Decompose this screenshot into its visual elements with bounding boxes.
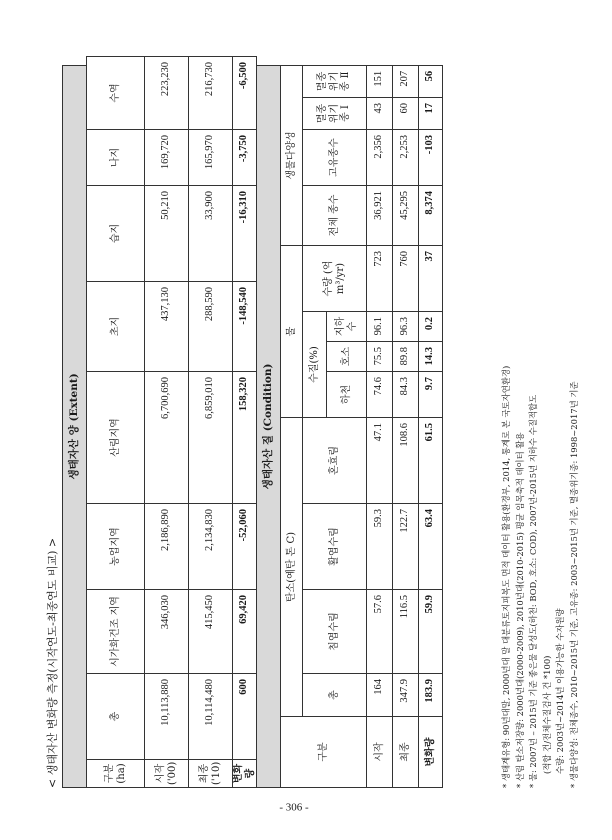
condition-cell: 96.1 — [367, 312, 393, 342]
bio-sub-endemic: 고유종수 — [303, 130, 367, 186]
extent-cell: 169,720 — [145, 130, 189, 186]
condition-row-label: 시작 — [367, 717, 393, 788]
extent-cell: 346,030 — [145, 590, 189, 674]
extent-row-end — [189, 57, 233, 788]
footnote: (적합 건/전체수질검사 건 *100) — [541, 655, 552, 774]
condition-change-cell: 59.9 — [419, 590, 443, 674]
condition-cell: 74.6 — [367, 372, 393, 418]
extent-change-cell: 600 — [233, 674, 257, 760]
extent-header-total: 총 — [87, 674, 145, 760]
condition-cell: 108.6 — [393, 418, 419, 504]
extent-header-urban: 시가화건조 지역 — [87, 590, 145, 674]
footnotes — [500, 48, 581, 788]
water-quality-header: 수질(%) — [303, 312, 327, 418]
extent-change-cell: 158,320 — [233, 372, 257, 504]
condition-cell: 164 — [367, 674, 393, 717]
footnote: 수량: 2003년~2014년 이용가능한 수자원량 — [555, 608, 565, 774]
extent-header-forest: 산림지역 — [87, 372, 145, 504]
water-group-header: 물 — [281, 246, 303, 418]
condition-change-cell: 63.4 — [419, 504, 443, 590]
water-quantity-header: 수량 (억 m³/yr) — [303, 246, 367, 312]
extent-cell: 10,113,880 — [145, 674, 189, 760]
carbon-group-header: 탄소(예탄 톤 C) — [281, 418, 303, 717]
condition-cell: 45,295 — [393, 186, 419, 246]
condition-change-row — [419, 57, 443, 788]
extent-section-title: 생태자산 양 (Extent) — [63, 65, 87, 787]
condition-change-cell: 183.9 — [419, 674, 443, 717]
footnote: * 산림 탄소저장량: 2000년대(2000-2009), 2010년대(2010-2015) 평균 임목축적 데이터 활용 — [514, 432, 525, 788]
condition-cell: 207 — [393, 65, 419, 97]
carbon-sub-mixed: 혼효림 — [303, 418, 367, 504]
carbon-sub-broadleaf: 활엽수림 — [303, 504, 367, 590]
extent-change-row — [233, 57, 257, 788]
extent-cell: 437,130 — [145, 282, 189, 372]
extent-header-unit: 구분 (ha) — [87, 760, 145, 788]
extent-cell: 50,210 — [145, 186, 189, 282]
condition-row-label: 최종 — [393, 717, 419, 788]
extent-change-cell: -52,060 — [233, 504, 257, 590]
table-caption: < 생태자산 변화량 측정(시작연도-최종연도 비교) > — [46, 537, 59, 788]
condition-cell: 36,921 — [367, 186, 393, 246]
condition-change-cell: 14.3 — [419, 342, 443, 372]
condition-change-cell: 56 — [419, 65, 443, 97]
condition-change-cell: -103 — [419, 130, 443, 186]
water-sub-river: 하천 — [327, 372, 367, 418]
condition-change-cell: 17 — [419, 98, 443, 130]
bio-sub-endangered-1: 멸종 위기종 Ⅰ — [303, 98, 367, 130]
condition-cell: 59.3 — [367, 504, 393, 590]
extent-row-label: 시작 ('00) — [145, 760, 189, 788]
footnote: * 생태계유형: 90년대말, 2000년대 말 대분류토지피복도 면적 데이터 활용(환경부, 2014, 통계로 본 국토자연환경) — [501, 365, 511, 788]
condition-cell: 2,253 — [393, 130, 419, 186]
extent-change-cell: -6,500 — [233, 57, 257, 130]
extent-row-start — [145, 57, 189, 788]
extent-change-cell: -3,750 — [233, 130, 257, 186]
condition-cell: 723 — [367, 246, 393, 312]
bio-sub-endangered-2: 멸종 위기종 Ⅱ — [303, 65, 367, 97]
condition-change-cell: 61.5 — [419, 418, 443, 504]
eco-asset-table — [62, 56, 443, 788]
condition-cell: 2,356 — [367, 130, 393, 186]
condition-change-cell: 8,374 — [419, 186, 443, 246]
extent-cell: 10,114,480 — [189, 674, 233, 760]
biodiversity-group-header: 생물다양성 — [281, 65, 303, 245]
condition-cell: 75.5 — [367, 342, 393, 372]
extent-cell: 165,970 — [189, 130, 233, 186]
extent-header-agri: 농업지역 — [87, 504, 145, 590]
extent-change-label: 변화량 — [233, 760, 257, 788]
condition-cell: 122.7 — [393, 504, 419, 590]
extent-cell: 223,230 — [145, 57, 189, 130]
extent-header-row — [87, 57, 145, 788]
condition-change-label: 변화량 — [419, 717, 443, 788]
extent-cell: 6,700,690 — [145, 372, 189, 504]
extent-header-bare: 나지 — [87, 130, 145, 186]
extent-cell: 288,590 — [189, 282, 233, 372]
extent-section-row — [63, 57, 87, 788]
condition-cell: 96.3 — [393, 312, 419, 342]
condition-cell: 89.8 — [393, 342, 419, 372]
page-number: - 306 - — [279, 801, 309, 814]
condition-change-cell: 0.2 — [419, 312, 443, 342]
extent-cell: 6,859,010 — [189, 372, 233, 504]
footnote: * 물: 2007년 – 2015년 기준 좋은물 달성도(하천: BOD, 호소: COD), 2007년-2015년 지하수 수질적합도 — [528, 394, 538, 788]
condition-cell: 760 — [393, 246, 419, 312]
condition-change-cell: 37 — [419, 246, 443, 312]
water-sub-groundwater: 지하수 — [327, 312, 367, 342]
condition-subgroup-row — [303, 57, 327, 788]
extent-row-label: 최종 ('10) — [189, 760, 233, 788]
extent-header-water: 수역 — [87, 57, 145, 130]
condition-cell: 57.6 — [367, 590, 393, 674]
condition-cell: 151 — [367, 65, 393, 97]
footnote: * 생물다양성: 전체종수, 2010~2015년 기준, 고유종: 2003~2015년 기준, 멸종위기종: 1998~2017년 기준 — [568, 381, 579, 788]
condition-cell: 84.3 — [393, 372, 419, 418]
extent-header-grass: 초지 — [87, 282, 145, 372]
condition-cell: 60 — [393, 98, 419, 130]
carbon-sub-conifer: 침엽수림 — [303, 590, 367, 674]
extent-change-cell: -16,310 — [233, 186, 257, 282]
carbon-sub-total: 총 — [303, 674, 367, 717]
extent-cell: 2,186,890 — [145, 504, 189, 590]
condition-cell: 116.5 — [393, 590, 419, 674]
condition-col-label: 구분 — [281, 717, 367, 788]
extent-change-cell: 69,420 — [233, 590, 257, 674]
condition-group-row — [281, 57, 303, 788]
condition-cell: 47.1 — [367, 418, 393, 504]
condition-section-title: 생태자산 질 (Condition) — [257, 65, 281, 787]
water-sub-lake: 호소 — [327, 342, 367, 372]
condition-row-end — [393, 57, 419, 788]
extent-header-wetland: 습지 — [87, 186, 145, 282]
extent-cell: 33,900 — [189, 186, 233, 282]
condition-section-row — [257, 57, 281, 788]
extent-cell: 2,134,830 — [189, 504, 233, 590]
bio-sub-total-species: 전체 종수 — [303, 186, 367, 246]
condition-row-start — [367, 57, 393, 788]
condition-cell: 43 — [367, 98, 393, 130]
condition-cell: 347.9 — [393, 674, 419, 717]
extent-cell: 216,730 — [189, 57, 233, 130]
extent-change-cell: -148,540 — [233, 282, 257, 372]
extent-cell: 415,450 — [189, 590, 233, 674]
condition-change-cell: 9.7 — [419, 372, 443, 418]
